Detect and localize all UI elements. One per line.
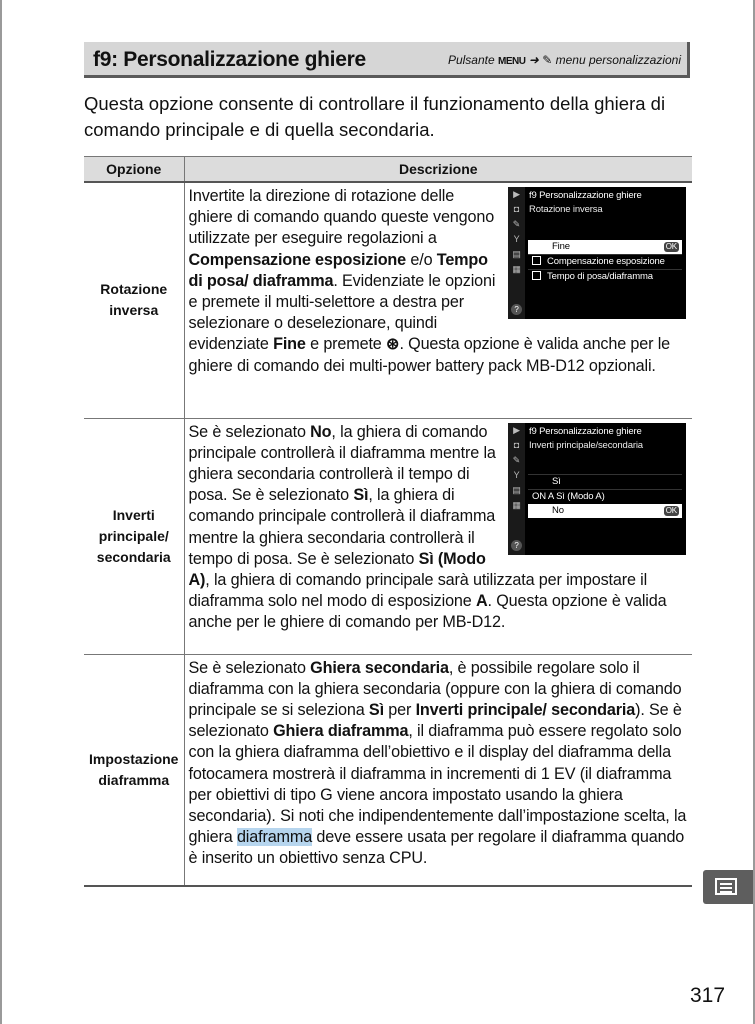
option-name-line: secondaria	[96, 548, 171, 565]
description-cell	[184, 418, 692, 654]
ok-button-icon: ⊛	[386, 335, 400, 354]
text-run: Compensazione esposizione	[188, 250, 407, 269]
option-label: Fine	[552, 241, 570, 252]
option-name-line: inversa	[109, 302, 159, 319]
option-label: Tempo di posa/diaframma	[547, 271, 653, 282]
option-name-line: Impostazione	[89, 750, 179, 767]
text-run: Ghiera secondaria	[310, 658, 449, 677]
camera-menu-screenshot	[508, 423, 686, 555]
ok-badge: OK	[665, 505, 677, 515]
option-name-cell	[84, 182, 184, 418]
options-table	[84, 156, 692, 887]
option-name-line: principale/	[98, 527, 169, 544]
menu-list-icon[interactable]	[703, 870, 753, 904]
text-run: , la ghiera di comando principale controllerà il diaframma mentre la ghiera secondaria controllerà il tempo di posa. Se è selezionato	[188, 422, 496, 505]
text-run: . Questa opzione è valida anche per le ghiere di comando dei multi-power battery pack MB-D12 opzionali.	[188, 335, 671, 375]
checkbox-icon	[532, 271, 541, 280]
text-run: per	[383, 700, 416, 719]
option-name-cell	[84, 654, 184, 886]
page-number: 317	[690, 984, 726, 1007]
screen-option	[528, 474, 682, 489]
section-title: f9: Personalizzazione ghiere	[93, 48, 366, 71]
help-icon: ?	[511, 304, 522, 315]
crumb-prefix: Pulsante	[447, 53, 495, 67]
screen-option	[528, 269, 682, 284]
text-run: Sì	[353, 486, 369, 505]
page-left-edge	[0, 0, 2, 1024]
checkbox-icon	[532, 256, 541, 265]
option-prefix: ON A	[532, 490, 557, 502]
arrow-right-icon: ➜	[528, 53, 539, 67]
ok-badge: OK	[665, 242, 677, 251]
pencil-icon: ✎	[542, 53, 553, 67]
menu-tabs-icon: ▶ ◘ ✎ Y ▤ ▦	[508, 187, 525, 319]
option-name-line: diaframma	[98, 771, 170, 788]
text-run: Se è selezionato	[188, 658, 311, 677]
menu-breadcrumb	[448, 53, 681, 67]
option-label: Sì (Modo A)	[556, 490, 605, 502]
description-cell	[184, 654, 692, 886]
menu-key-label: MENU	[497, 56, 526, 67]
text-run: ). Se è selezionato	[188, 700, 682, 741]
mode-a-icon: A	[475, 592, 488, 611]
text-run: . Evidenziate le opzioni e premete il multi-selettore a destra per selezionare o deselezionare, quindi evidenziate	[188, 271, 496, 354]
help-icon: ?	[511, 540, 522, 551]
intro-paragraph: Questa opzione consente di controllare il funzionamento della ghiera di comando principale e di quella secondaria.	[84, 93, 666, 140]
crumb-target: menu personalizzazioni	[555, 53, 681, 67]
text-run: Sì	[368, 700, 384, 719]
menu-tabs-icon: ▶ ◘ ✎ Y ▤ ▦	[508, 423, 525, 555]
text-run: Inverti principale/ secondaria	[415, 700, 636, 719]
screen-subtitle: Rotazione inversa	[529, 204, 603, 215]
text-run: No	[310, 422, 332, 441]
text-run: , è possibile regolare solo il diaframma con la ghiera secondaria (oppure con la ghiera di comando principale se si seleziona	[188, 658, 682, 719]
text-run: Sì (Modo A)	[188, 549, 486, 589]
screen-title: f9 Personalizzazione ghiere	[529, 425, 642, 437]
highlighted-text: diaframma	[236, 828, 313, 847]
screen-option	[528, 240, 682, 254]
description-text	[185, 655, 693, 873]
table-row	[84, 182, 692, 418]
description-cell	[184, 182, 692, 418]
screen-option	[528, 489, 682, 504]
table-row	[84, 418, 692, 654]
text-run: Invertite la direzione di rotazione delle ghiere di comando quando queste vengono utilizzate per eseguire regolazioni a	[188, 187, 495, 248]
text-run: deve essere usata per regolare il diaframma quando è inserito un obiettivo senza CPU.	[188, 828, 685, 868]
option-label: Compensazione esposizione	[547, 256, 665, 267]
text-run: e premete	[305, 335, 387, 354]
option-name-line: Rotazione	[100, 281, 168, 298]
description-text	[185, 183, 693, 380]
table-header-row	[84, 157, 692, 183]
screen-option	[528, 254, 682, 269]
text-run: Fine	[273, 335, 306, 354]
description-text	[185, 419, 693, 637]
text-run: Se è selezionato	[188, 422, 311, 441]
option-label: Sì	[552, 475, 561, 487]
option-name-cell	[84, 418, 184, 654]
text-run: e/o	[406, 250, 437, 269]
option-label: No	[552, 504, 564, 516]
camera-menu-screenshot	[508, 187, 686, 319]
option-name-line: Inverti	[112, 506, 155, 523]
screen-option	[528, 504, 682, 518]
table-row	[84, 654, 692, 886]
text-run: , il diaframma può essere regolato solo con la ghiera diaframma dell’obiettivo e il display del diaframma della fotocamera mostrerà il diaframma in incrementi di 1 EV (il diaframma per obiettivi di tipo G viene ancora impostato usando la ghiera secondaria). Si noti che indipendentemente dall’impostazione scelta, la ghiera	[188, 722, 687, 847]
text-run: . Questa opzione è valida anche per le ghiere di comando per MB-D12.	[188, 592, 667, 632]
section-header	[84, 42, 690, 78]
text-run: , la ghiera di comando principale controllerà il diaframma mentre la ghiera secondaria controllerà il tempo di posa. Se è selezionato	[188, 486, 496, 568]
screen-title: f9 Personalizzazione ghiere	[529, 190, 642, 201]
column-header-option: Opzione	[84, 157, 184, 183]
column-header-description: Descrizione	[184, 157, 692, 183]
text-run: , la ghiera di comando principale sarà utilizzata per impostare il diaframma solo nel modo di esposizione	[188, 570, 648, 611]
text-run: Ghiera diaframma	[273, 722, 409, 741]
screen-subtitle: Inverti principale/secondaria	[529, 439, 643, 451]
text-run: Tempo di posa/ diaframma	[188, 250, 488, 290]
